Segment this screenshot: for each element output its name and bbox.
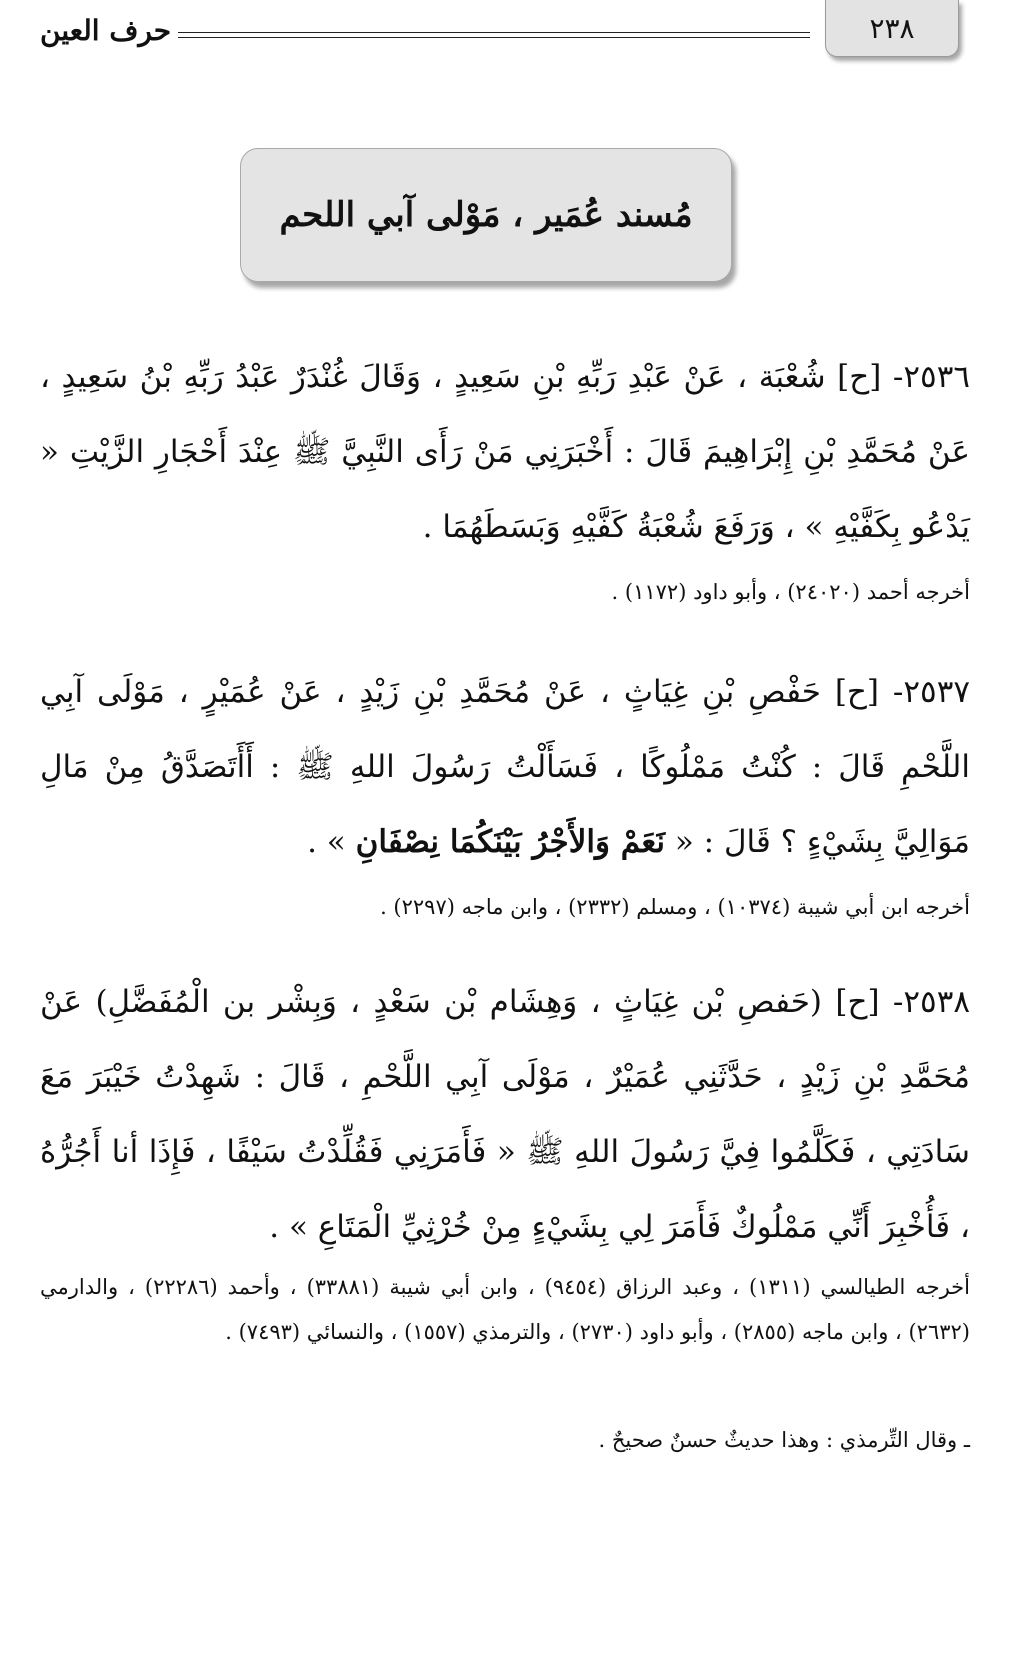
entry-text: - [ح] شُعْبَة ، عَنْ عَبْدِ رَبِّهِ بْنِ سَعِيدٍ ، وَقَالَ غُنْدَرٌ عَبْدُ رَبِّهِ بْنُ سَعِيدٍ ، عَنْ مُحَمَّدِ بْنِ إِبْرَاهِيمَ قَالَ : أَخْبَرَنِي مَنْ رَأَى النَّبِيَّ ﷺ عِنْدَ أَحْجَارِ الزَّيْتِ « يَدْعُو بِكَفَّيْهِ » ، وَرَفَعَ شُعْبَةُ كَفَّيْهِ وَبَسَطَهُمَا . — [40, 359, 970, 545]
entry-number: ٢٥٣٧ — [903, 674, 970, 710]
page-number: ٢٣٨ — [869, 11, 915, 45]
hadith-entry — [40, 340, 970, 565]
section-title: مُسند عُمَير ، مَوْلى آبي اللحم — [279, 195, 693, 235]
source-note: أخرجه الطيالسي (١٣١١) ، وعبد الرزاق (٩٤٥٤) ، وابن أبي شيبة (٣٣٨٨١) ، وأحمد (٢٢٢٨٦) ، والدارمي (٢٦٣٢) ، وابن ماجه (٢٨٥٥) ، وأبو داود (٢٧٣٠) ، والترمذي (١٥٥٧) ، والنسائي (٧٤٩٣) . — [40, 1275, 970, 1344]
source-note: أخرجه ابن أبي شيبة (١٠٣٧٤) ، ومسلم (٢٣٣٢) ، وابن ماجه (٢٢٩٧) . — [380, 895, 970, 919]
entry-text: - [ح] حَفْصِ بْنِ غِيَاثٍ ، عَنْ مُحَمَّدِ بْنِ زَيْدٍ ، عَنْ عُمَيْرٍ ، مَوْلَى آبِي اللَّحْمِ قَالَ : كُنْتُ مَمْلُوكًا ، فَسَأَلْتُ رَسُولَ اللهِ ﷺ : أَأَتَصَدَّقُ مِنْ مَالِ مَوَالِيَّ بِشَيْءٍ ؟ قَالَ : « — [40, 674, 970, 860]
chapter-title: حرف العين — [40, 14, 172, 47]
entry-number: ٢٥٣٨ — [903, 984, 970, 1020]
entry-number: ٢٥٣٦ — [903, 359, 970, 395]
section-title-box — [240, 148, 732, 282]
header-rule — [178, 32, 810, 38]
hadith-entry — [40, 965, 970, 1265]
entry-text-end: » . — [307, 824, 346, 860]
prophetic-quote: نَعَمْ وَالأَجْرُ بَيْنَكُمَا نِصْفَانِ — [355, 824, 665, 860]
entry-text: - [ح] (حَفصِ بْن غِيَاثٍ ، وَهِشَام بْن سَعْدٍ ، وَبِشْر بن الْمُفَضَّلِ) عَنْ مُحَمَّدِ بْنِ زَيْدٍ ، حَدَّثَنِي عُمَيْرٌ ، مَوْلَى آبِي اللَّحْمِ ، قَالَ : شَهِدْتُ خَيْبَرَ مَعَ سَادَتِي ، فَكَلَّمُوا فِيَّ رَسُولَ اللهِ ﷺ « فَأَمَرَنِي فَقُلِّدْتُ سَيْفًا ، فَإِذَا أنا أَجُرُّهُ ، فَأُخْبِرَ أَنِّي مَمْلُوكٌ فَأَمَرَ لِي بِشَيْءٍ مِنْ خُرْثِيِّ الْمَتَاعِ » . — [40, 984, 970, 1245]
grading-comment: ـ وقال التِّرمذي : وهذا حديثٌ حسنٌ صحيحٌ . — [598, 1428, 970, 1452]
source-note: أخرجه أحمد (٢٤٠٢٠) ، وأبو داود (١١٧٢) . — [611, 580, 970, 604]
hadith-entry — [40, 655, 970, 880]
page-number-tab — [825, 0, 959, 57]
